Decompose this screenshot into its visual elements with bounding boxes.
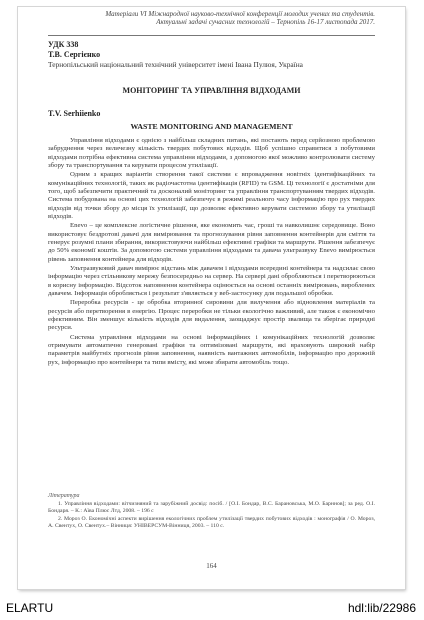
references-heading: Література [48, 493, 80, 499]
author-ua: Т.В. Сергієнко [48, 50, 101, 59]
reference-item: 2. Мороз О. Економічні аспекти вирішення екологічних проблем утилізації твердих побутових відходів : монографія / О. Мороз, А. Свентух, О. Свентух.– Вінниця: УНІВЕРСУМ-Вінниця, 2003. – 110 с. [48, 516, 375, 529]
page-number: 164 [206, 562, 217, 570]
paper-title-en: WASTE MONITORING AND MANAGEMENT [130, 122, 293, 131]
udk-code: УДК 338 [48, 40, 79, 49]
affiliation: Тернопільський національний технічний університет імені Івана Пулюя, Україна [48, 60, 303, 69]
paragraph: Управління відходами є однією з найбільш складних питань, які постають перед серйозною проблемою забруднення через величезну кількість твердих побутових відходів. Щоб успішно справитися з побутовими відходами потрібна ефективна система управління відходами, з допомогою якої можливо контролювати систему збору та транспортування та керувати процесом утилізації. [48, 137, 375, 169]
paragraph: Ультразвуковий давач вимірює відстань між давачем і відходами всередині контейнера та надсилає свою інформацію через стільникову мережу безпосередньо на сервер. На сервері дані обробляються і перетворюються в корисну інформацію. Відсоток наповнення контейнера оцінюється на основі останніх вимірювань, вироблених давачем. Інформація обробляється і результат з'являється у веб-застосунку для подальшої обробки. [48, 265, 375, 297]
author-en: T.V. Serhiienko [48, 109, 101, 118]
header-divider [48, 35, 375, 36]
repository-name: ELARTU [6, 601, 54, 615]
header-line-1: Матеріали VI Міжнародної науково-технічної конференції молодих учених та студентів. [105, 10, 375, 18]
paper-title-ua: МОНІТОРИНГ ТА УПРАВЛІННЯ ВІДХОДАМИ [122, 86, 301, 95]
reference-item: 1. Управління відходами: вітчизняний та зарубіжний досвід: посіб. / [О.І. Бондар, В.С. Барановська, М.О. Барннов]; за ред. О.І. Бондаря. – К.: Аїва Плюс Лтд, 2008. – 196 с [48, 501, 375, 514]
handle-id: hdl:lib/22986 [347, 601, 416, 615]
paragraph: Переробка ресурсів - це обробка вторинної сировини для вилучення або відновлення матеріалів та ресурсів або перетворення в енергію. Процес переробки не тільки екологічно важливий, але також є економічно ефективним. Він зменшує кількість відходів для видалення, заощаджує простір звалища та зберігає природні ресурси. [48, 299, 375, 332]
paragraph: Одним з кращих варіантів створення такої системи є впровадження новітніх ідентифікаційних та комунікаційних технологій, таких як радіочастотна ідентифікація (RFID) та GSM. Ці технології є достатніми для того, щоб забезпечити практичний та досконалий моніторинг та управління транспортуванням твердих відходів. Система побудована на основі цих технологій забезпечує в режимі реального часу інформацію про рух твердих відходів від точки збору до місця їх утилізації, що дозволяє ефективно керувати системою збору та утилізації відходів. [48, 171, 375, 220]
references-list [48, 501, 375, 531]
document-page [18, 7, 405, 589]
header-line-2: Актуальні задачі сучасних технологій – Тернопіль 16-17 листопада 2017. [156, 18, 375, 27]
body-text [48, 137, 375, 368]
viewer-footer [0, 597, 424, 620]
paragraph: Система управління відходами на основі інформаційних і комунікаційних технологій дозволяє отримувати автоматично генеровані графіки та оптимізовані маршрути, які враховують широкий набір параметрів майбутніх прогнозів рівня заповнення, наявність вантажних автомобілів, інформацію про дорожній рух, інформацію про контейнери та типи вмісту, які може збирати автомобіль тощо. [48, 333, 375, 366]
running-header [55, 10, 375, 27]
paragraph: Enevo – це комплексне логістичне рішення, яке економить час, гроші та навколишнє середовище. Воно використовує бездротові давачі для вимірювання та прогнозування рівня заповнення контейнерів для сміття та генерує розумні плани збирання, використовуючи найбільш ефективні графіки та маршрути. Рішення забезпечує до 50% економії коштів. За допомогою системи управління відходами та давача ультразвуку Enevo вимірюється рівень заповнення контейнера для відходів. [48, 222, 375, 263]
